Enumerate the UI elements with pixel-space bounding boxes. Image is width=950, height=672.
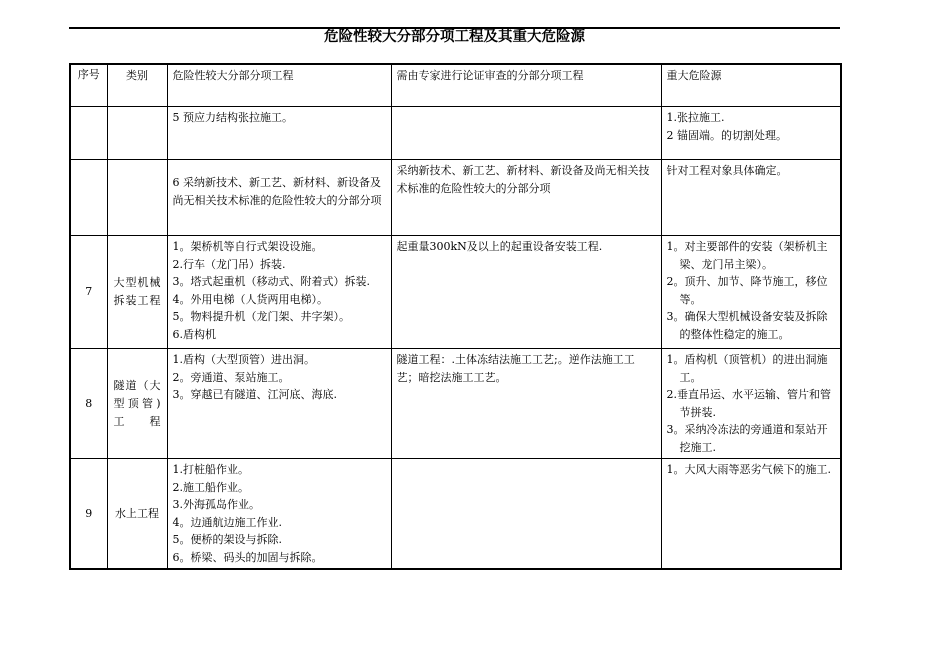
expert-item: 采纳新技术、新工艺、新材料、新设备及尚无相关技术标准的危险性较大的分部分项 [396, 164, 650, 195]
row-hazards [661, 349, 841, 459]
header-category: 类别 [107, 64, 167, 107]
works-item: 5。物料提升机（龙门架、井字架）。 [172, 310, 350, 323]
works-item: 6 采纳新技术、新工艺、新材料、新设备及尚无相关技术标准的危险性较大的分部分项 [172, 176, 382, 207]
expert-item: 隧道工程：.土体冻结法施工工艺;。逆作法施工工艺；暗挖法施工工艺。 [396, 353, 635, 384]
works-item: 2。旁通道、泵站施工。 [172, 370, 290, 384]
header-row [70, 64, 841, 107]
works-item: 4。外用电梯（人货两用电梯）。 [172, 292, 328, 306]
table-row [70, 160, 841, 236]
hazard-item: 1。盾构机（顶管机）的进出洞施工。 [666, 353, 828, 384]
row-works [167, 160, 391, 236]
works-item: 3。穿越已有隧道、江河底、海底. [172, 388, 337, 401]
header-no: 序号 [70, 64, 107, 107]
row-hazards [661, 459, 841, 570]
hazard-table [69, 63, 842, 570]
hazard-item: 2.垂直吊运、水平运输、管片和管节拼装. [666, 388, 831, 419]
table-row [70, 349, 841, 459]
row-expert [391, 459, 661, 570]
row-works [167, 107, 391, 160]
row-expert [391, 349, 661, 459]
works-item: 2.行车（龙门吊）拆装. [172, 257, 286, 271]
works-item: 5。便桥的架设与拆除. [172, 533, 282, 546]
row-no: 9 [70, 459, 107, 570]
works-item: 1。架桥机等自行式架设设施。 [172, 240, 323, 253]
row-category-label: 水上工程 [115, 506, 159, 520]
header-works: 危险性较大分部分项工程 [167, 64, 391, 107]
row-category [107, 349, 167, 459]
row-works [167, 459, 391, 570]
row-expert [391, 236, 661, 349]
works-item: 6.盾构机 [172, 327, 216, 341]
hazard-item: 2。顶升、加节、降节施工，移位等。 [666, 275, 828, 306]
works-item: 3。塔式起重机（移动式、附着式）拆装. [172, 275, 370, 288]
row-works [167, 349, 391, 459]
works-item: 2.施工船作业。 [172, 480, 249, 494]
row-expert [391, 107, 661, 160]
works-item: 6。桥梁、码头的加固与拆除。 [172, 550, 323, 564]
expert-item: 起重量300kN及以上的起重设备安装工程. [396, 240, 603, 253]
row-hazards [661, 107, 841, 160]
page-title: 危险性较大分部分项工程及其重大危险源 [324, 29, 585, 45]
row-category-label: 大型机械拆装工程 [113, 276, 161, 307]
row-category-label: 隧道（大型顶管)工程 [113, 378, 161, 428]
header-expert: 需由专家进行论证审查的分部分项工程 [391, 64, 661, 107]
hazard-item: 3。采纳冷冻法的旁通道和泵站开挖施工. [666, 423, 828, 454]
table-row [70, 459, 841, 570]
row-category [107, 107, 167, 160]
row-no [70, 160, 107, 236]
hazard-item: 3。确保大型机械设备安装及拆除的整体性稳定的施工。 [666, 310, 828, 341]
works-item: 5 预应力结构张拉施工。 [172, 111, 293, 124]
hazard-item: 1。大风大雨等恶劣气候下的施工. [666, 463, 831, 476]
hazard-item: 1.张拉施工. [666, 111, 725, 124]
row-no [70, 107, 107, 160]
row-works [167, 236, 391, 349]
table-row [70, 107, 841, 160]
works-item: 4。边通航边施工作业. [172, 515, 282, 529]
header-hazards: 重大危险源 [661, 64, 841, 107]
row-hazards [661, 160, 841, 236]
hazard-item: 针对工程对象具体确定。 [666, 164, 788, 177]
row-no: 7 [70, 236, 107, 349]
row-category [107, 459, 167, 570]
row-category [107, 236, 167, 349]
table-row [70, 236, 841, 349]
row-hazards [661, 236, 841, 349]
works-item: 1.打桩船作业。 [172, 463, 249, 476]
hazard-item: 2 锚固端。的切割处理。 [666, 128, 787, 142]
row-no: 8 [70, 349, 107, 459]
hazard-item: 1。对主要部件的安装（架桥机主梁、龙门吊主梁）。 [666, 240, 828, 271]
works-item: 3.外海孤岛作业。 [172, 498, 260, 511]
row-category [107, 160, 167, 236]
works-item: 1.盾构（大型顶管）进出洞。 [172, 353, 315, 366]
row-expert [391, 160, 661, 236]
